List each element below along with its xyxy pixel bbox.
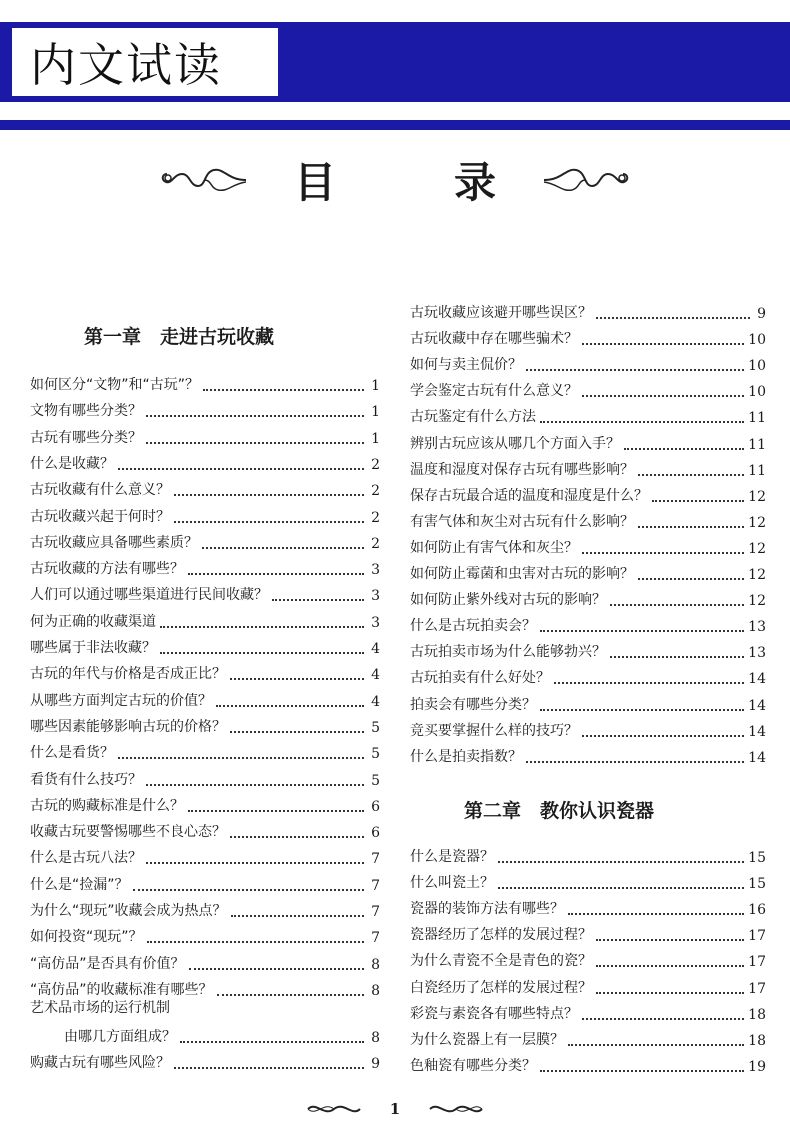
toc-entry[interactable] [30,425,380,447]
toc-entry[interactable] [30,819,380,841]
toc-entry-page: 5 [371,719,380,736]
leader-dots [118,467,364,470]
leader-dots [188,809,364,812]
toc-entry[interactable] [410,975,766,997]
leader-dots [230,835,364,838]
leader-dots [160,651,364,654]
toc-entry-title: 古玩收藏的方法有哪些？ [30,561,184,578]
toc-entry-page: 7 [371,851,380,868]
toc-entry-page: 6 [371,798,380,815]
toc-entry-title: 什么是看货？ [30,745,114,762]
leader-dots [582,551,744,554]
toc-entry[interactable] [410,1027,766,1049]
toc-entry-page: 12 [748,540,766,557]
toc-entry[interactable] [30,898,380,920]
leader-dots [624,447,744,450]
toc-entry[interactable] [30,872,380,894]
toc-entry-page: 8 [371,956,380,973]
left-flourish-icon [158,160,248,200]
toc-entry[interactable] [410,613,766,635]
toc-entry[interactable] [410,587,766,609]
toc-entry-title: 如何投资“现玩”？ [30,929,143,946]
toc-entry-page: 14 [748,749,766,766]
toc-entry-title: 拍卖会有哪些分类？ [410,696,536,713]
toc-entry-title: 白瓷经历了怎样的发展过程？ [410,979,592,996]
toc-entry-multiline[interactable] [64,1024,380,1046]
leader-dots [568,1043,744,1046]
toc-entry-title: 由哪几方面组成？ [64,1029,176,1045]
toc-entry-title: 如何防止有害气体和灰尘？ [410,539,578,556]
toc-entry-page: 9 [371,1056,380,1072]
leader-dots [596,991,744,994]
leader-dots [596,938,744,941]
leader-dots [230,677,364,680]
toc-entry-page: 11 [748,462,766,479]
leader-dots [160,625,364,628]
toc-entry-page: 12 [748,514,766,531]
toc-entry-page: 2 [371,483,380,500]
toc-entry[interactable] [410,378,766,400]
toc-entry-title: 什么是拍卖指数？ [410,748,522,765]
toc-entry[interactable] [410,404,766,426]
leader-dots [216,704,364,707]
toc-entry-multiline-line1[interactable]: 艺术品市场的运行机制 [30,1000,170,1016]
toc-entry-page: 15 [748,850,766,866]
toc-entry-title: 古玩拍卖有什么好处？ [410,670,550,687]
toc-entry-page: 11 [748,436,766,453]
toc-entry[interactable] [30,635,380,657]
toc-entry[interactable] [410,561,766,583]
toc-entry-page: 7 [371,930,380,947]
toc-entry[interactable] [410,744,766,766]
toc-entry-title: 哪些因素能够影响古玩的价格？ [30,718,226,735]
leader-dots [188,572,364,575]
toc-entry-page: 7 [371,904,380,920]
toc-entry-page: 17 [748,928,766,945]
leader-dots [118,756,364,759]
toc-entry-title: 人们可以通过哪些渠道进行民间收藏？ [30,587,268,604]
toc-entry[interactable] [30,714,380,736]
toc-entry[interactable] [410,431,766,453]
toc-heading [0,150,790,210]
toc-entry[interactable] [410,1053,766,1075]
toc-entry-title: 瓷器经历了怎样的发展过程？ [410,927,592,944]
toc-entry-title: 文物有哪些分类？ [30,403,142,420]
leader-dots [231,914,364,917]
leader-dots [189,967,364,970]
toc-entry[interactable] [30,661,380,683]
toc-entry[interactable] [410,509,766,531]
toc-entry-title: 有害气体和灰尘对古玩有什么影响？ [410,513,634,530]
toc-entry-title: 为什么“现玩”收藏会成为热点？ [30,903,227,919]
toc-entry-page: 12 [748,593,766,610]
leader-dots [582,1017,744,1020]
page-number: 1 [389,1100,401,1118]
banner-label-box [12,28,278,96]
toc-entry-title: 辨别古玩应该从哪几个方面入手？ [410,435,620,452]
toc-entry-page: 5 [371,746,380,763]
toc-entry[interactable] [410,896,766,918]
leader-dots [526,368,744,371]
leader-dots [540,629,744,632]
toc-entry-page: 9 [757,306,766,322]
leader-dots [203,388,364,391]
toc-entry[interactable] [410,483,766,505]
toc-entry-page: 1 [371,378,380,394]
toc-entry-page: 3 [371,562,380,579]
leader-dots [582,342,744,345]
toc-entry-title: 色釉瓷有哪些分类？ [410,1057,536,1074]
leader-dots [540,1069,744,1072]
leader-dots [540,420,744,423]
toc-entry-page: 10 [748,358,766,375]
toc-entry-title: 古玩收藏兴起于何时？ [30,508,170,525]
toc-entry-page: 3 [371,614,380,631]
toc-entry[interactable] [30,582,380,604]
leader-dots [596,316,750,319]
toc-entry-page: 18 [748,1032,766,1049]
toc-entry-title: 何为正确的收藏渠道 [30,613,156,630]
toc-entry-page: 4 [371,641,380,657]
leader-dots [174,1066,364,1069]
toc-entry-title: 古玩拍卖市场为什么能够勃兴？ [410,644,606,661]
toc-entry-page: 14 [748,697,766,714]
toc-entry-last[interactable] [30,1050,380,1072]
toc-entry[interactable] [30,740,380,762]
toc-entry[interactable] [30,688,380,710]
toc-entry-title: 为什么青瓷不全是青色的瓷？ [410,953,592,970]
toc-entry-title: 竞买要掌握什么样的技巧？ [410,722,578,739]
toc-entry-title: 从哪些方面判定古玩的价值？ [30,692,212,709]
leader-dots [230,730,364,733]
toc-entry-title: “高仿品”的收藏标准有哪些？ [30,981,213,998]
toc-entry[interactable] [410,844,766,866]
toc-entry[interactable] [410,718,766,740]
toc-entry[interactable] [410,300,766,322]
toc-entry-page: 14 [748,671,766,688]
leader-dots [652,499,744,502]
leader-dots [146,861,364,864]
toc-entry-title: 什么是收藏？ [30,455,114,472]
toc-entry-title: 如何区分“文物”和“古玩”？ [30,377,200,393]
toc-entry-page: 7 [371,877,380,894]
toc-entry-page: 16 [748,902,766,919]
toc-entry[interactable] [410,352,766,374]
toc-entry-page: 13 [748,645,766,662]
toc-entry[interactable] [410,535,766,557]
toc-entry-page: 1 [371,430,380,447]
toc-entry-title: 购藏古玩有哪些风险？ [30,1055,170,1071]
banner-divider [0,120,790,130]
toc-entry-title: 古玩的年代与价格是否成正比？ [30,666,226,683]
leader-dots [568,912,744,915]
toc-entry[interactable] [30,793,380,815]
toc-entry-page: 17 [748,980,766,997]
toc-entry-title: 古玩的购藏标准是什么？ [30,797,184,814]
leader-dots [174,493,364,496]
toc-entry-page: 11 [748,410,766,427]
toc-entry[interactable] [30,451,380,473]
toc-entry-page: 10 [748,384,766,401]
leader-dots [498,886,744,889]
toc-entry[interactable] [30,372,380,394]
toc-entry-page: 4 [371,693,380,710]
leader-dots [180,1040,364,1043]
toc-entry-title: 看货有什么技巧？ [30,771,142,788]
toc-entry[interactable] [410,948,766,970]
leader-dots [133,888,364,891]
toc-entry-page: 17 [748,954,766,971]
toc-entry-page: 13 [748,619,766,636]
header-banner [0,22,790,102]
leader-dots [147,940,364,943]
leader-dots [610,655,744,658]
toc-entry-title: 什么是“捡漏”？ [30,876,129,893]
toc-entry-page: 8 [371,1030,380,1046]
toc-entry-title: 什么是瓷器？ [410,849,494,865]
toc-entry-page: 2 [371,509,380,526]
leader-dots [596,964,744,967]
toc-entry-title: 古玩收藏应具备哪些素质？ [30,534,198,551]
toc-entry[interactable] [30,398,380,420]
leader-dots [638,525,744,528]
toc-entry-page: 12 [748,567,766,583]
leader-dots [146,783,364,786]
toc-entry-title: 什么叫瓷土？ [410,875,494,892]
leader-dots [582,734,744,737]
toc-entry-title: 古玩收藏有什么意义？ [30,482,170,499]
toc-entry-title: 哪些属于非法收藏？ [30,640,156,656]
leader-dots [146,441,364,444]
toc-entry[interactable] [30,767,380,789]
toc-entry-page: 2 [371,456,380,473]
leader-dots [174,520,364,523]
toc-entry[interactable] [30,477,380,499]
leader-dots [146,414,364,417]
toc-entry-title: 保存古玩最合适的温度和湿度是什么？ [410,487,648,504]
toc-entry-page: 1 [371,404,380,421]
toc-entry[interactable] [30,530,380,552]
toc-entry-title: 瓷器的装饰方法有哪些？ [410,901,564,918]
toc-entry-title: 学会鉴定古玩有什么意义？ [410,383,578,400]
leader-dots [610,603,744,606]
leader-dots [217,993,364,996]
toc-entry[interactable] [30,951,380,973]
toc-entry-title: 什么是古玩八法？ [30,850,142,867]
leader-dots [582,394,744,397]
page-footer [0,1097,790,1121]
toc-entry[interactable] [410,457,766,479]
toc-entry[interactable] [30,845,380,867]
toc-entry-title: 什么是古玩拍卖会？ [410,618,536,635]
toc-entry-page: 4 [371,667,380,684]
leader-dots [498,860,744,863]
toc-entry-page: 14 [748,723,766,740]
left-ornament-icon [306,1101,362,1117]
toc-entry-page: 18 [748,1006,766,1023]
toc-entry[interactable] [30,556,380,578]
right-flourish-icon [542,160,632,200]
chapter-1-title[interactable]: 第一章 走进古玩收藏 [84,326,275,348]
toc-title: 目 录 [293,158,534,207]
toc-entry-title: 古玩收藏应该避开哪些误区？ [410,305,592,321]
toc-entry-title: 为什么瓷器上有一层膜？ [410,1031,564,1048]
leader-dots [554,681,744,684]
leader-dots [540,708,744,711]
toc-entry[interactable] [410,922,766,944]
toc-entry-page: 5 [371,772,380,789]
chapter-2-title[interactable]: 第二章 教你认识瓷器 [464,800,655,822]
toc-entry[interactable] [410,665,766,687]
toc-entry-title: 古玩有哪些分类？ [30,429,142,446]
toc-entry-title: 彩瓷与素瓷各有哪些特点？ [410,1005,578,1022]
toc-entry[interactable] [410,870,766,892]
toc-entry[interactable] [410,639,766,661]
toc-entry-page: 6 [371,825,380,842]
toc-entry[interactable] [30,609,380,631]
leader-dots [202,546,364,549]
toc-entry-page: 19 [748,1058,766,1075]
toc-entry-page: 10 [748,332,766,349]
banner-title: 内文试读 [30,38,222,92]
toc-entry-page: 3 [371,588,380,605]
toc-entry-title: 如何防止紫外线对古玩的影响？ [410,592,606,609]
toc-entry-page: 12 [748,488,766,505]
right-ornament-icon [428,1101,484,1117]
toc-entry-page: 15 [748,876,766,893]
toc-entry-page: 8 [371,982,380,999]
leader-dots [638,577,744,580]
leader-dots [638,473,744,476]
toc-entry-title: “高仿品”是否具有价值？ [30,955,185,972]
leader-dots [272,598,364,601]
toc-entry-title: 古玩鉴定有什么方法 [410,409,536,426]
toc-entry-title: 古玩收藏中存在哪些骗术？ [410,331,578,348]
toc-entry[interactable] [30,504,380,526]
toc-entry-title: 如何与卖主侃价？ [410,357,522,374]
toc-entry-title: 温度和湿度对保存古玩有哪些影响？ [410,461,634,478]
toc-entry-title: 收藏古玩要警惕哪些不良心态？ [30,824,226,841]
toc-entry[interactable] [410,1001,766,1023]
toc-entry[interactable] [410,692,766,714]
toc-entry-page: 2 [371,535,380,552]
toc-entry[interactable] [30,977,380,999]
toc-entry[interactable] [410,326,766,348]
toc-entry[interactable] [30,924,380,946]
toc-entry-title: 如何防止霉菌和虫害对古玩的影响？ [410,566,634,582]
leader-dots [526,760,744,763]
